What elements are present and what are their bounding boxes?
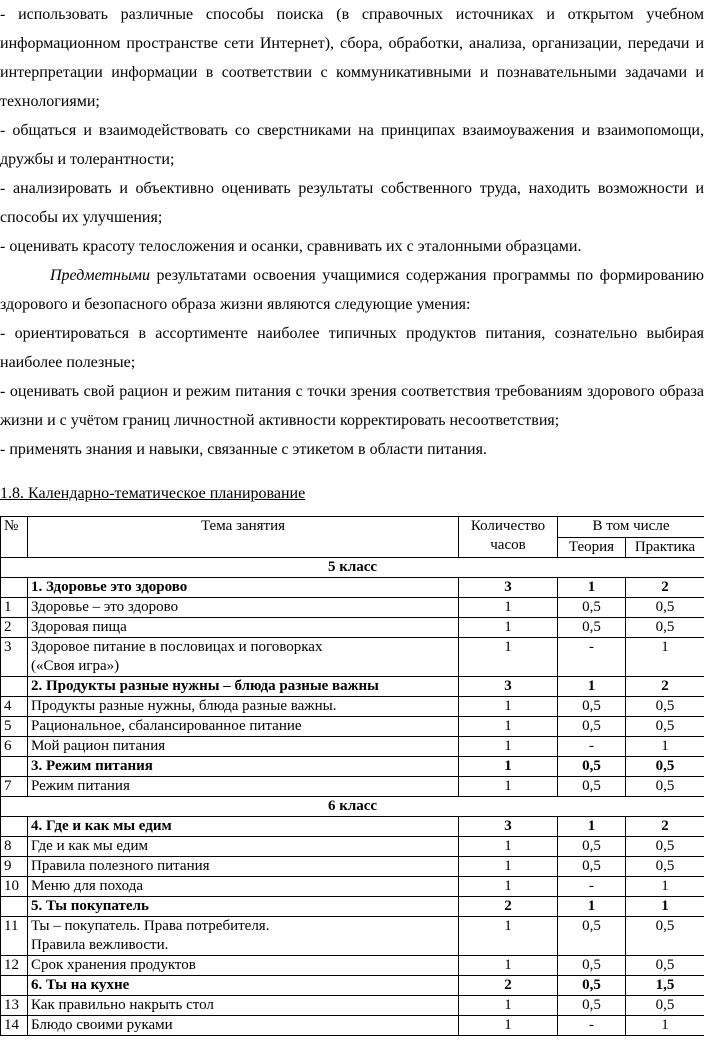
row-hours: 1 bbox=[459, 917, 558, 956]
header-including: В том числе bbox=[558, 517, 704, 538]
table-row bbox=[1, 996, 704, 1016]
row-hours: 1 bbox=[459, 618, 558, 638]
row-topic: Как правильно накрыть стол bbox=[28, 996, 459, 1016]
row-hours: 1 bbox=[459, 717, 558, 737]
row-number: 8 bbox=[1, 837, 28, 857]
header-theory: Теория bbox=[558, 537, 626, 558]
row-topic: 6. Ты на кухне bbox=[28, 976, 459, 996]
row-topic: 1. Здоровье это здорово bbox=[28, 578, 459, 598]
table-row bbox=[1, 956, 704, 976]
row-number: 11 bbox=[1, 917, 28, 956]
subject-results-text: результатами освоения учащимися содержания программы по формированию здорового и безопасного образа жизни являются следующие умения: bbox=[0, 267, 704, 313]
table-row bbox=[1, 837, 704, 857]
row-theory: 0,5 bbox=[558, 697, 626, 717]
row-theory: 0,5 bbox=[558, 598, 626, 618]
row-topic: Режим питания bbox=[28, 777, 459, 797]
row-theory: - bbox=[558, 877, 626, 897]
row-topic: Мой рацион питания bbox=[28, 737, 459, 757]
row-theory: 0,5 bbox=[558, 777, 626, 797]
row-practice: 1 bbox=[626, 897, 704, 917]
row-hours: 1 bbox=[459, 757, 558, 777]
row-number: 3 bbox=[1, 638, 28, 677]
schedule-table bbox=[0, 516, 704, 1036]
row-number: 5 bbox=[1, 717, 28, 737]
row-theory: - bbox=[558, 737, 626, 757]
row-hours: 1 bbox=[459, 996, 558, 1016]
table-row bbox=[1, 1016, 704, 1036]
row-practice: 1 bbox=[626, 737, 704, 757]
row-theory: 0,5 bbox=[558, 618, 626, 638]
row-hours: 1 bbox=[459, 737, 558, 757]
row-number: 10 bbox=[1, 877, 28, 897]
row-number bbox=[1, 757, 28, 777]
paragraph-etiquette: - применять знания и навыки, связанные с этикетом в области питания. bbox=[0, 441, 487, 458]
table-row bbox=[1, 737, 704, 757]
row-number: 2 bbox=[1, 618, 28, 638]
paragraph-posture: - оценивать красоту телосложения и осанки, сравнивать их с эталонными образцами. bbox=[0, 238, 582, 255]
table-row bbox=[1, 697, 704, 717]
header-practice: Практика bbox=[626, 537, 704, 558]
row-hours: 3 bbox=[459, 677, 558, 697]
row-practice: 0,5 bbox=[626, 857, 704, 877]
row-theory: - bbox=[558, 638, 626, 677]
row-topic: 5. Ты покупатель bbox=[28, 897, 459, 917]
row-practice: 1 bbox=[626, 1016, 704, 1036]
row-practice: 0,5 bbox=[626, 697, 704, 717]
row-hours: 1 bbox=[459, 857, 558, 877]
row-topic: Срок хранения продуктов bbox=[28, 956, 459, 976]
row-hours: 1 bbox=[459, 777, 558, 797]
row-number: 14 bbox=[1, 1016, 28, 1036]
table-row bbox=[1, 717, 704, 737]
row-practice: 1 bbox=[626, 638, 704, 677]
table-row bbox=[1, 877, 704, 897]
table-row bbox=[1, 598, 704, 618]
row-hours: 3 bbox=[459, 578, 558, 598]
header-number: № bbox=[1, 517, 28, 558]
row-practice: 2 bbox=[626, 677, 704, 697]
row-theory: 0,5 bbox=[558, 956, 626, 976]
row-topic: Рациональное, сбалансированное питание bbox=[28, 717, 459, 737]
row-practice: 1 bbox=[626, 877, 704, 897]
row-number: 7 bbox=[1, 777, 28, 797]
row-topic: Здоровое питание в пословицах и поговорках («Своя игра») bbox=[28, 638, 459, 677]
row-practice: 0,5 bbox=[626, 618, 704, 638]
table-row bbox=[1, 897, 704, 917]
row-topic: Продукты разные нужны, блюда разные важны. bbox=[28, 697, 459, 717]
table-row bbox=[1, 757, 704, 777]
row-theory: 0,5 bbox=[558, 857, 626, 877]
row-number bbox=[1, 897, 28, 917]
table-header-row bbox=[1, 517, 704, 538]
row-theory: 0,5 bbox=[558, 917, 626, 956]
row-hours: 1 bbox=[459, 598, 558, 618]
paragraph-communication: - общаться и взаимодействовать со сверстниками на принципах взаимоуважения и взаимопомощи, дружбы и толерантности; bbox=[0, 122, 704, 168]
table-row bbox=[1, 777, 704, 797]
row-topic: 3. Режим питания bbox=[28, 757, 459, 777]
table-row bbox=[1, 917, 704, 956]
row-hours: 3 bbox=[459, 817, 558, 837]
row-number bbox=[1, 817, 28, 837]
row-practice: 1,5 bbox=[626, 976, 704, 996]
row-practice: 2 bbox=[626, 817, 704, 837]
row-theory: 0,5 bbox=[558, 717, 626, 737]
grade-6-label: 6 класс bbox=[1, 797, 704, 817]
row-number: 9 bbox=[1, 857, 28, 877]
table-row bbox=[1, 618, 704, 638]
row-theory: 1 bbox=[558, 817, 626, 837]
row-topic: 2. Продукты разные нужны – блюда разные важны bbox=[28, 677, 459, 697]
row-hours: 2 bbox=[459, 976, 558, 996]
row-number: 1 bbox=[1, 598, 28, 618]
row-practice: 0,5 bbox=[626, 717, 704, 737]
row-theory: 1 bbox=[558, 677, 626, 697]
grade-5-label: 5 класс bbox=[1, 558, 704, 578]
row-practice: 0,5 bbox=[626, 598, 704, 618]
table-row bbox=[1, 976, 704, 996]
row-number: 6 bbox=[1, 737, 28, 757]
table-row bbox=[1, 638, 704, 677]
row-hours: 1 bbox=[459, 837, 558, 857]
row-hours: 2 bbox=[459, 897, 558, 917]
row-number bbox=[1, 578, 28, 598]
row-practice: 0,5 bbox=[626, 917, 704, 956]
header-hours: Количество часов bbox=[459, 517, 558, 558]
row-topic: Ты – покупатель. Права потребителя. Правила вежливости. bbox=[28, 917, 459, 956]
row-number bbox=[1, 976, 28, 996]
grade-row bbox=[1, 797, 704, 817]
row-theory: 0,5 bbox=[558, 837, 626, 857]
row-topic: Здоровье – это здорово bbox=[28, 598, 459, 618]
paragraph-subject-results bbox=[0, 261, 704, 319]
table-row bbox=[1, 578, 704, 598]
row-theory: 1 bbox=[558, 578, 626, 598]
row-hours: 1 bbox=[459, 638, 558, 677]
section-title: 1.8. Календарно-тематическое планирование bbox=[0, 485, 306, 502]
row-practice: 0,5 bbox=[626, 996, 704, 1016]
row-number: 12 bbox=[1, 956, 28, 976]
row-hours: 1 bbox=[459, 877, 558, 897]
row-topic: Блюдо своими руками bbox=[28, 1016, 459, 1036]
row-theory: 0,5 bbox=[558, 757, 626, 777]
row-practice: 0,5 bbox=[626, 777, 704, 797]
table-row bbox=[1, 677, 704, 697]
table-row bbox=[1, 817, 704, 837]
row-hours: 1 bbox=[459, 697, 558, 717]
row-practice: 0,5 bbox=[626, 757, 704, 777]
row-practice: 0,5 bbox=[626, 837, 704, 857]
row-theory: 1 bbox=[558, 897, 626, 917]
header-topic: Тема занятия bbox=[28, 517, 459, 558]
row-hours: 1 bbox=[459, 1016, 558, 1036]
row-topic: Здоровая пища bbox=[28, 618, 459, 638]
row-topic: Меню для похода bbox=[28, 877, 459, 897]
paragraph-self-assessment: - анализировать и объективно оценивать результаты собственного труда, находить возможности и способы их улучшения; bbox=[0, 180, 704, 226]
row-theory: 0,5 bbox=[558, 996, 626, 1016]
paragraph-diet-evaluation: - оценивать свой рацион и режим питания с точки зрения соответствия требованиям здорового образа жизни и с учётом границ личностной активности корректировать несоответствия; bbox=[0, 383, 704, 429]
row-hours: 1 bbox=[459, 956, 558, 976]
grade-row bbox=[1, 558, 704, 578]
row-topic: Правила полезного питания bbox=[28, 857, 459, 877]
subject-results-italic: Предметными bbox=[50, 267, 150, 284]
row-topic: Где и как мы едим bbox=[28, 837, 459, 857]
row-theory: - bbox=[558, 1016, 626, 1036]
row-practice: 0,5 bbox=[626, 956, 704, 976]
row-number: 4 bbox=[1, 697, 28, 717]
row-theory: 0,5 bbox=[558, 976, 626, 996]
row-practice: 2 bbox=[626, 578, 704, 598]
row-number bbox=[1, 677, 28, 697]
table-row bbox=[1, 857, 704, 877]
paragraph-search-skills: - использовать различные способы поиска (в справочных источниках и открытом учебном информационном пространстве сети Интернет), сбора, обработки, анализа, организации, передачи и интерпретации информации в соответствии с коммуникативными и познавательными задачами и технологиями; bbox=[0, 6, 704, 110]
row-topic: 4. Где и как мы едим bbox=[28, 817, 459, 837]
row-number: 13 bbox=[1, 996, 28, 1016]
paragraph-food-choice: - ориентироваться в ассортименте наиболее типичных продуктов питания, сознательно выбирая наиболее полезные; bbox=[0, 325, 704, 371]
